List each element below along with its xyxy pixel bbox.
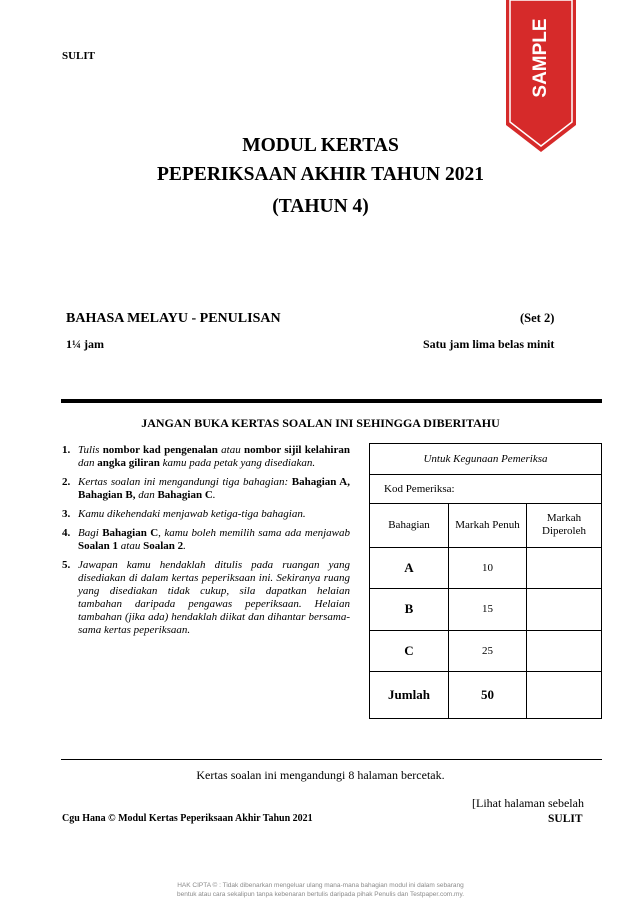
next-page-note: [Lihat halaman sebelah <box>472 796 584 810</box>
total-label: Jumlah <box>370 672 449 718</box>
divider-thin <box>61 759 602 760</box>
examiner-title: Untuk Kegunaan Pemeriksa <box>370 444 601 475</box>
title-line-3: (TAHUN 4) <box>272 196 369 217</box>
copyright-notice <box>0 882 641 899</box>
divider-thick <box>61 399 602 403</box>
instruction-number: 1. <box>62 444 71 456</box>
footer-author: Cgu Hana © Modul Kertas Peperiksaan Akhir Tahun 2021 <box>62 813 313 824</box>
copyright-line-1: HAK CIPTA © : Tidak dibenarkan mengeluar ulang mana-mana bahagian modul ini dalam sebarang <box>177 882 464 889</box>
instruction-number: 5. <box>62 559 71 571</box>
instruction-item <box>62 508 350 521</box>
instruction-text: Kertas soalan ini mengandungi tiga bahagian: Bahagian A, Bahagian B, dan Bahagian C. <box>78 476 351 501</box>
sample-ribbon-icon <box>506 0 576 152</box>
obtained-mark-a[interactable] <box>527 547 602 589</box>
total-row <box>370 672 601 718</box>
total-obtained[interactable] <box>527 672 602 718</box>
section-a: A <box>370 547 449 589</box>
duration-words: Satu jam lima belas minit <box>423 337 555 351</box>
table-row <box>370 547 601 589</box>
full-mark-b: 15 <box>449 589 527 631</box>
total-value: 50 <box>449 672 527 718</box>
instruction-item <box>62 559 350 637</box>
header-sulit: SULIT <box>62 50 96 62</box>
page-count-note: Kertas soalan ini mengandungi 8 halaman bercetak. <box>196 768 445 782</box>
instruction-text: Tulis nombor kad pengenalan atau nombor sijil kelahiran dan angka giliran kamu pada petak yang disediakan. <box>78 444 350 469</box>
instruction-item <box>62 444 350 470</box>
examiner-code-label: Kod Pemeriksa: <box>370 475 601 503</box>
instruction-text: Bagi Bahagian C, kamu boleh memilih sama ada menjawab Soalan 1 atau Soalan 2. <box>78 527 350 552</box>
section-b: B <box>370 589 449 631</box>
subject-name: BAHASA MELAYU - PENULISAN <box>66 311 281 326</box>
title-line-1: MODUL KERTAS <box>242 135 399 156</box>
instruction-number: 3. <box>62 508 71 520</box>
ribbon-label: SAMPLE <box>530 18 552 98</box>
obtained-mark-b[interactable] <box>527 589 602 631</box>
duration: 1¼ jam <box>66 337 104 351</box>
set-label: (Set 2) <box>520 311 555 325</box>
instruction-item <box>62 476 350 502</box>
instruction-number: 4. <box>62 527 71 539</box>
instruction-text: Jawapan kamu hendaklah ditulis pada ruangan yang disediakan di dalam kertas peperiksaan ini. Sekiranya ruang yang disediakan tidak cukup, sila dapatkan helaian tambahan daripada pengawas peperiksaan. Helaian tambahan (jika ada) hendaklah diikat dan dihantar bersama-sama kertas peperiksaan. <box>78 559 350 636</box>
full-mark-a: 10 <box>449 547 527 589</box>
copyright-line-2: bentuk atau cara sekalipun tanpa kebenaran bertulis daripada pihak Penulis dan Testpaper.com.my. <box>176 890 465 898</box>
col-header-obtained: Markah Diperoleh <box>527 503 602 547</box>
table-row <box>370 589 601 631</box>
title-line-2: PEPERIKSAAN AKHIR TAHUN 2021 <box>156 164 485 185</box>
instruction-text: Kamu dikehendaki menjawab ketiga-tiga bahagian. <box>78 508 306 520</box>
instruction-item <box>62 527 350 553</box>
obtained-mark-c[interactable] <box>527 630 602 672</box>
table-row <box>370 630 601 672</box>
examiner-table <box>369 443 602 719</box>
col-header-section: Bahagian <box>370 503 449 547</box>
footer-sulit: SULIT <box>548 813 583 825</box>
warning-text: JANGAN BUKA KERTAS SOALAN INI SEHINGGA DIBERITAHU <box>141 416 500 430</box>
col-header-full: Markah Penuh <box>449 503 527 547</box>
instructions-list <box>62 444 350 643</box>
instruction-number: 2. <box>62 476 71 488</box>
section-c: C <box>370 630 449 672</box>
full-mark-c: 25 <box>449 630 527 672</box>
